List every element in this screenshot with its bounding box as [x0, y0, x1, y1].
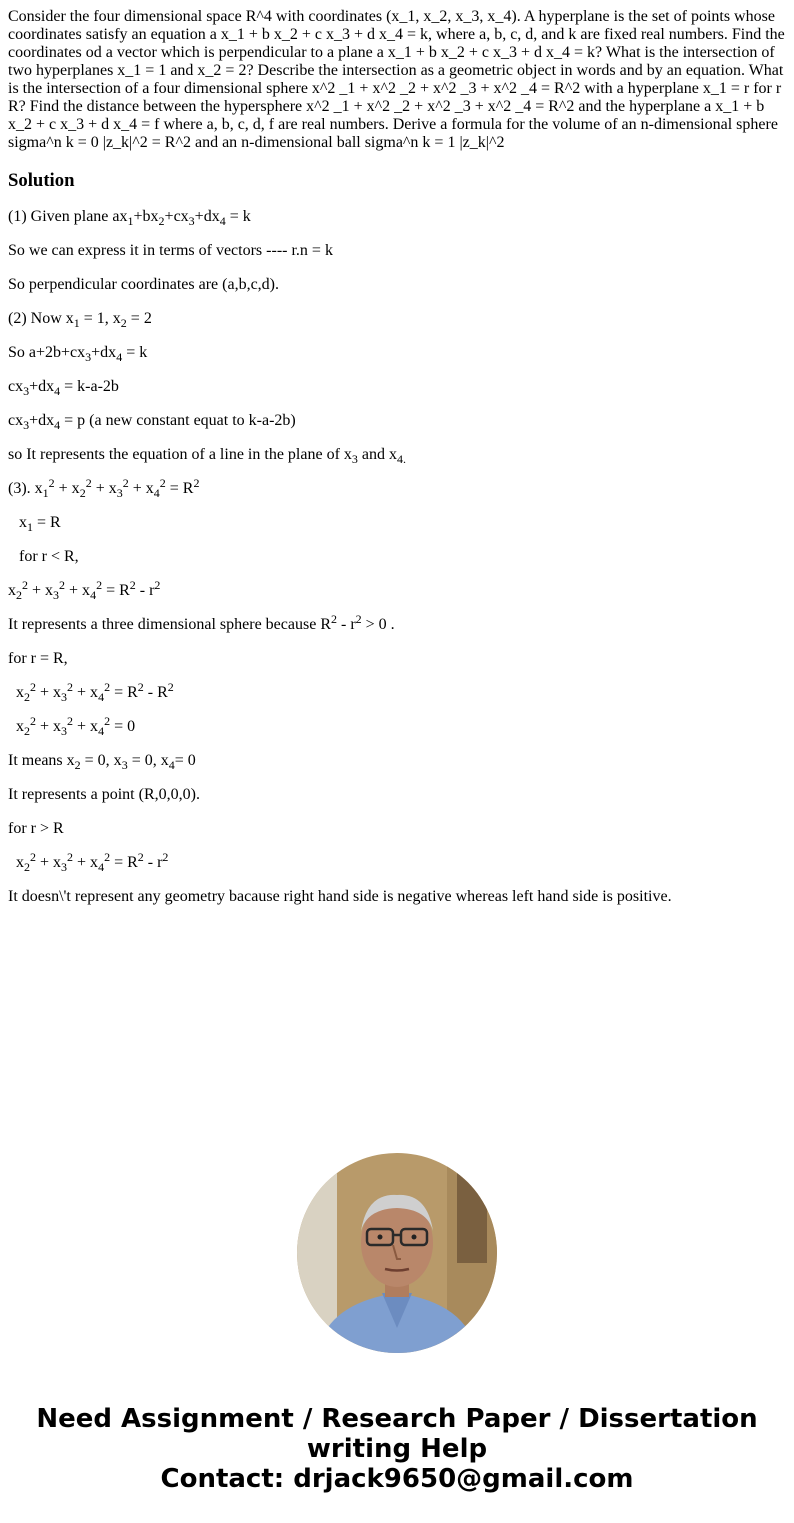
solution-step-3: (3). $x_1^2 + x_2^2 + x_3^2 + x_4^2 = R^2$ [8, 476, 200, 500]
solution-heading: Solution [8, 170, 75, 191]
footer-line-2: writing Help [306, 1434, 488, 1464]
solution-vector-form: So we can express it in terms of vectors ---- r.n = k [8, 242, 333, 259]
solution-eq-equal: $x_2^2 + x_3^2 + x_4^2 = R^2 - R^2$ [16, 680, 174, 704]
footer-banner [0, 1404, 794, 1494]
solution-line-conclusion: so It represents the equation of a line in the plane of $x_3$ and $x_{4.}$ [8, 446, 406, 466]
solution-substitution: So $a+2b+cx_3+dx_4 = k$ [8, 344, 148, 364]
footer-line-1: Need Assignment / Research Paper / Dissertation [36, 1404, 758, 1434]
solution-case-less: for r < R, [19, 548, 79, 565]
solution-step-2: (2) Now $x_1 = 1$, $x_2 = 2$ [8, 310, 152, 330]
solution-case-greater: for r > R [8, 820, 64, 837]
solution-final-conclusion: It doesn\'t represent any geometry bacause right hand side is negative whereas left hand side is positive. [8, 888, 672, 905]
solution-eq-greater: $x_2^2 + x_3^2 + x_4^2 = R^2 - r^2$ [16, 850, 169, 874]
solution-step-1: (1) Given plane $ax_1+bx_2+cx_3+dx_4 = k$ [8, 208, 251, 228]
solution-eq-less: $x_2^2 + x_3^2 + x_4^2 = R^2 - r^2$ [8, 578, 161, 602]
solution-constant: $cx_3+dx_4 = p$ (a new constant equat to k-a-2b) [8, 412, 296, 432]
solution-sphere-conclusion: It represents a three dimensional sphere because $R^2 - r^2 > 0$ . [8, 612, 395, 633]
question-text: Consider the four dimensional space R^4 with coordinates (x_1, x_2, x_3, x_4). A hyperplane is the set of points whose coordinates satisfy an equation a x_1 + b x_2 + c x_3 + d x_4 = k, where a, b, c, d, and k are fixed real numbers. Find the coordinates od a vector which is perpendicular to a plane a x_1 + b x_2 + c x_3 + d x_4 = k? What is the intersection of two hyperplanes x_1 = 1 and x_2 = 2? Describe the intersection as a geometric object in words and by an equation. What is the intersection of a four dimensional sphere x^2 _1 + x^2 _2 + x^2 _3 + x^2 _4 = R^2 with a hyperplane x_1 = r for r R? Find the distance between the hypersphere x^2 _1 + x^2 _2 + x^2 _3 + x^2 _4 = R^2 and the hyperplane a x_1 + b x_2 + c x_3 + d x_4 = f where a, b, c, d, f are real numbers. Derive a formula for the volume of an n-dimensional sphere sigma^n k = 0 |z_k|^2 = R^2 and an n-dimensional ball sigma^n k = 1 |z_k|^2 [8, 8, 785, 151]
solution-rearranged: $cx_3+dx_4 = k-a-2b$ [8, 378, 119, 398]
solution-means-zero: It means $x_2 = 0$, $x_3 = 0$, $x_4= 0$ [8, 752, 196, 772]
solution-case-equal: for r = R, [8, 650, 68, 667]
footer-contact: Contact: drjack9650@gmail.com [160, 1464, 634, 1494]
solution-hyperplane: $x_1 = R$ [19, 514, 61, 534]
avatar-portrait-icon [297, 1153, 497, 1353]
author-avatar [297, 1153, 497, 1353]
solution-perpendicular: So perpendicular coordinates are (a,b,c,d). [8, 276, 279, 293]
solution-eq-zero: $x_2^2 + x_3^2 + x_4^2 = 0$ [16, 714, 136, 738]
solution-point-conclusion: It represents a point (R,0,0,0). [8, 786, 200, 803]
